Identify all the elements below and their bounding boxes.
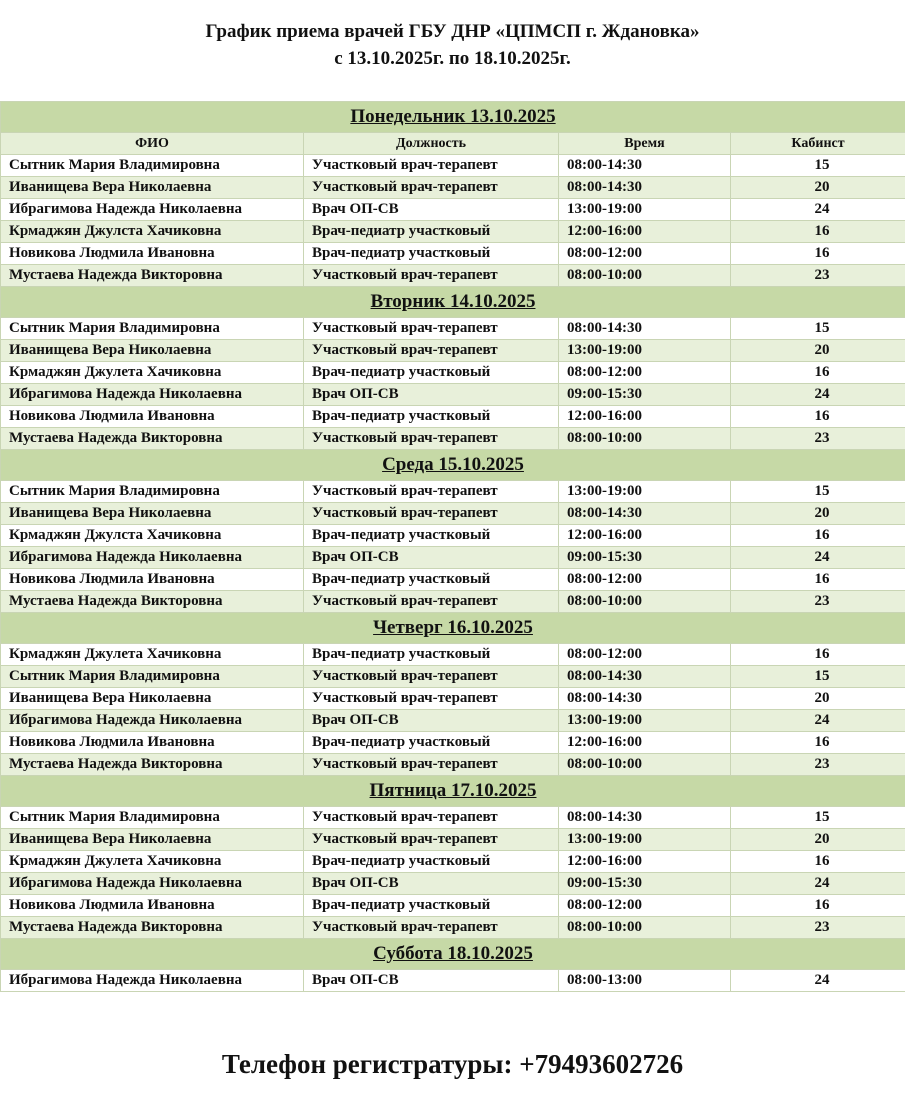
table-row	[1, 406, 905, 428]
doctor-name-cell: Иванищева Вера Николаевна	[1, 688, 304, 710]
position-cell: Врач-педиатр участковый	[304, 732, 559, 754]
room-cell: 15	[731, 666, 905, 688]
room-cell: 23	[731, 917, 905, 939]
day-label: Пятница 17.10.2025	[369, 780, 537, 801]
room-cell: 24	[731, 384, 905, 406]
doctor-name-cell: Ибрагимова Надежда Николаевна	[1, 970, 304, 992]
title-line-1: График приема врачей ГБУ ДНР «ЦПМСП г. Ждановка»	[205, 21, 700, 42]
position-cell: Участковый врач-терапевт	[304, 155, 559, 177]
day-header-row	[1, 287, 905, 318]
time-cell: 08:00-12:00	[559, 895, 731, 917]
time-cell: 08:00-10:00	[559, 754, 731, 776]
column-header: Кабинст	[731, 133, 905, 155]
table-row	[1, 547, 905, 569]
time-cell: 13:00-19:00	[559, 481, 731, 503]
table-row	[1, 895, 905, 917]
table-row	[1, 732, 905, 754]
day-header-row	[1, 102, 905, 133]
doctor-name-cell: Крмаджян Джулета Хачиковна	[1, 362, 304, 384]
column-header: ФИО	[1, 133, 304, 155]
table-row	[1, 362, 905, 384]
day-header-row	[1, 613, 905, 644]
table-row	[1, 155, 905, 177]
position-cell: Врач-педиатр участковый	[304, 569, 559, 591]
table-row	[1, 970, 905, 992]
doctor-name-cell: Сытник Мария Владимировна	[1, 155, 304, 177]
column-header-row	[1, 133, 905, 155]
room-cell: 20	[731, 829, 905, 851]
doctor-name-cell: Сытник Мария Владимировна	[1, 318, 304, 340]
time-cell: 12:00-16:00	[559, 221, 731, 243]
room-cell: 23	[731, 754, 905, 776]
time-cell: 13:00-19:00	[559, 710, 731, 732]
schedule-body	[1, 102, 905, 992]
column-header: Время	[559, 133, 731, 155]
room-cell: 24	[731, 710, 905, 732]
time-cell: 08:00-10:00	[559, 428, 731, 450]
position-cell: Врач-педиатр участковый	[304, 525, 559, 547]
table-row	[1, 851, 905, 873]
room-cell: 15	[731, 807, 905, 829]
room-cell: 16	[731, 895, 905, 917]
table-row	[1, 503, 905, 525]
table-row	[1, 525, 905, 547]
time-cell: 12:00-16:00	[559, 406, 731, 428]
time-cell: 08:00-13:00	[559, 970, 731, 992]
room-cell: 16	[731, 732, 905, 754]
doctor-name-cell: Крмаджян Джулета Хачиковна	[1, 851, 304, 873]
column-header: Должность	[304, 133, 559, 155]
room-cell: 16	[731, 221, 905, 243]
position-cell: Участковый врач-терапевт	[304, 591, 559, 613]
time-cell: 13:00-19:00	[559, 829, 731, 851]
table-row	[1, 829, 905, 851]
doctor-name-cell: Мустаева Надежда Викторовна	[1, 428, 304, 450]
doctor-name-cell: Новикова Людмила Ивановна	[1, 569, 304, 591]
time-cell: 09:00-15:30	[559, 547, 731, 569]
day-header-cell	[1, 939, 905, 970]
doctor-name-cell: Мустаева Надежда Викторовна	[1, 265, 304, 287]
doctor-name-cell: Новикова Людмила Ивановна	[1, 243, 304, 265]
doctor-name-cell: Мустаева Надежда Викторовна	[1, 591, 304, 613]
room-cell: 24	[731, 873, 905, 895]
room-cell: 16	[731, 406, 905, 428]
room-cell: 15	[731, 481, 905, 503]
doctor-name-cell: Новикова Людмила Ивановна	[1, 406, 304, 428]
position-cell: Участковый врач-терапевт	[304, 265, 559, 287]
table-row	[1, 666, 905, 688]
position-cell: Участковый врач-терапевт	[304, 917, 559, 939]
day-header-row	[1, 776, 905, 807]
table-row	[1, 243, 905, 265]
day-label: Суббота 18.10.2025	[373, 943, 533, 964]
time-cell: 08:00-12:00	[559, 644, 731, 666]
table-row	[1, 754, 905, 776]
doctor-name-cell: Ибрагимова Надежда Николаевна	[1, 547, 304, 569]
doctor-name-cell: Мустаева Надежда Викторовна	[1, 754, 304, 776]
doctor-name-cell: Сытник Мария Владимировна	[1, 666, 304, 688]
doctor-name-cell: Крмаджян Джулета Хачиковна	[1, 644, 304, 666]
time-cell: 08:00-14:30	[559, 155, 731, 177]
doctor-name-cell: Иванищева Вера Николаевна	[1, 177, 304, 199]
position-cell: Участковый врач-терапевт	[304, 318, 559, 340]
time-cell: 13:00-19:00	[559, 340, 731, 362]
room-cell: 23	[731, 428, 905, 450]
table-row	[1, 873, 905, 895]
time-cell: 12:00-16:00	[559, 732, 731, 754]
day-label: Среда 15.10.2025	[382, 454, 524, 475]
day-label: Понедельник 13.10.2025	[350, 106, 556, 127]
table-row	[1, 318, 905, 340]
doctor-name-cell: Ибрагимова Надежда Николаевна	[1, 384, 304, 406]
position-cell: Участковый врач-терапевт	[304, 829, 559, 851]
room-cell: 20	[731, 340, 905, 362]
position-cell: Участковый врач-терапевт	[304, 754, 559, 776]
position-cell: Врач-педиатр участковый	[304, 895, 559, 917]
table-row	[1, 177, 905, 199]
table-row	[1, 644, 905, 666]
day-header-row	[1, 450, 905, 481]
schedule-table	[0, 101, 905, 992]
doctor-name-cell: Ибрагимова Надежда Николаевна	[1, 873, 304, 895]
position-cell: Врач ОП-СВ	[304, 873, 559, 895]
day-label: Вторник 14.10.2025	[370, 291, 536, 312]
table-row	[1, 428, 905, 450]
position-cell: Врач-педиатр участковый	[304, 644, 559, 666]
table-row	[1, 481, 905, 503]
time-cell: 08:00-14:30	[559, 318, 731, 340]
day-label: Четверг 16.10.2025	[373, 617, 533, 638]
doctor-name-cell: Сытник Мария Владимировна	[1, 481, 304, 503]
time-cell: 08:00-14:30	[559, 666, 731, 688]
room-cell: 16	[731, 243, 905, 265]
time-cell: 08:00-14:30	[559, 807, 731, 829]
table-row	[1, 265, 905, 287]
time-cell: 08:00-10:00	[559, 591, 731, 613]
title-line-2: с 13.10.2025г. по 18.10.2025г.	[334, 48, 571, 69]
position-cell: Врач-педиатр участковый	[304, 362, 559, 384]
room-cell: 24	[731, 547, 905, 569]
time-cell: 12:00-16:00	[559, 525, 731, 547]
doctor-name-cell: Новикова Людмила Ивановна	[1, 895, 304, 917]
room-cell: 16	[731, 569, 905, 591]
time-cell: 08:00-14:30	[559, 503, 731, 525]
position-cell: Участковый врач-терапевт	[304, 503, 559, 525]
room-cell: 16	[731, 644, 905, 666]
doctor-name-cell: Крмаджян Джулста Хачиковна	[1, 525, 304, 547]
day-header-row	[1, 939, 905, 970]
position-cell: Врач ОП-СВ	[304, 710, 559, 732]
position-cell: Участковый врач-терапевт	[304, 177, 559, 199]
day-header-cell	[1, 450, 905, 481]
room-cell: 15	[731, 318, 905, 340]
time-cell: 09:00-15:30	[559, 384, 731, 406]
room-cell: 24	[731, 970, 905, 992]
registry-phone: Телефон регистратуры: +79493602726	[221, 1049, 684, 1079]
table-row	[1, 199, 905, 221]
position-cell: Участковый врач-терапевт	[304, 428, 559, 450]
table-row	[1, 340, 905, 362]
position-cell: Врач ОП-СВ	[304, 384, 559, 406]
time-cell: 08:00-10:00	[559, 265, 731, 287]
position-cell: Участковый врач-терапевт	[304, 666, 559, 688]
position-cell: Врач-педиатр участковый	[304, 851, 559, 873]
time-cell: 12:00-16:00	[559, 851, 731, 873]
table-row	[1, 807, 905, 829]
room-cell: 24	[731, 199, 905, 221]
time-cell: 08:00-12:00	[559, 243, 731, 265]
time-cell: 08:00-10:00	[559, 917, 731, 939]
room-cell: 16	[731, 362, 905, 384]
position-cell: Участковый врач-терапевт	[304, 481, 559, 503]
position-cell: Врач-педиатр участковый	[304, 406, 559, 428]
position-cell: Врач ОП-СВ	[304, 199, 559, 221]
room-cell: 20	[731, 503, 905, 525]
doctor-name-cell: Иванищева Вера Николаевна	[1, 340, 304, 362]
table-row	[1, 917, 905, 939]
position-cell: Врач ОП-СВ	[304, 970, 559, 992]
position-cell: Врач ОП-СВ	[304, 547, 559, 569]
position-cell: Участковый врач-терапевт	[304, 688, 559, 710]
room-cell: 15	[731, 155, 905, 177]
time-cell: 08:00-12:00	[559, 362, 731, 384]
position-cell: Участковый врач-терапевт	[304, 807, 559, 829]
doctor-name-cell: Иванищева Вера Николаевна	[1, 503, 304, 525]
document-title	[0, 18, 905, 72]
table-row	[1, 710, 905, 732]
table-row	[1, 591, 905, 613]
table-row	[1, 384, 905, 406]
doctor-name-cell: Сытник Мария Владимировна	[1, 807, 304, 829]
table-row	[1, 569, 905, 591]
time-cell: 08:00-14:30	[559, 177, 731, 199]
room-cell: 16	[731, 525, 905, 547]
time-cell: 13:00-19:00	[559, 199, 731, 221]
position-cell: Врач-педиатр участковый	[304, 243, 559, 265]
doctor-name-cell: Крмаджян Джулста Хачиковна	[1, 221, 304, 243]
room-cell: 20	[731, 177, 905, 199]
table-row	[1, 688, 905, 710]
position-cell: Участковый врач-терапевт	[304, 340, 559, 362]
day-header-cell	[1, 102, 905, 133]
day-header-cell	[1, 613, 905, 644]
room-cell: 23	[731, 265, 905, 287]
position-cell: Врач-педиатр участковый	[304, 221, 559, 243]
room-cell: 20	[731, 688, 905, 710]
room-cell: 16	[731, 851, 905, 873]
time-cell: 08:00-14:30	[559, 688, 731, 710]
time-cell: 09:00-15:30	[559, 873, 731, 895]
day-header-cell	[1, 776, 905, 807]
room-cell: 23	[731, 591, 905, 613]
doctor-name-cell: Ибрагимова Надежда Николаевна	[1, 710, 304, 732]
doctor-name-cell: Ибрагимова Надежда Николаевна	[1, 199, 304, 221]
doctor-name-cell: Иванищева Вера Николаевна	[1, 829, 304, 851]
doctor-name-cell: Мустаева Надежда Викторовна	[1, 917, 304, 939]
doctor-name-cell: Новикова Людмила Ивановна	[1, 732, 304, 754]
table-row	[1, 221, 905, 243]
time-cell: 08:00-12:00	[559, 569, 731, 591]
day-header-cell	[1, 287, 905, 318]
